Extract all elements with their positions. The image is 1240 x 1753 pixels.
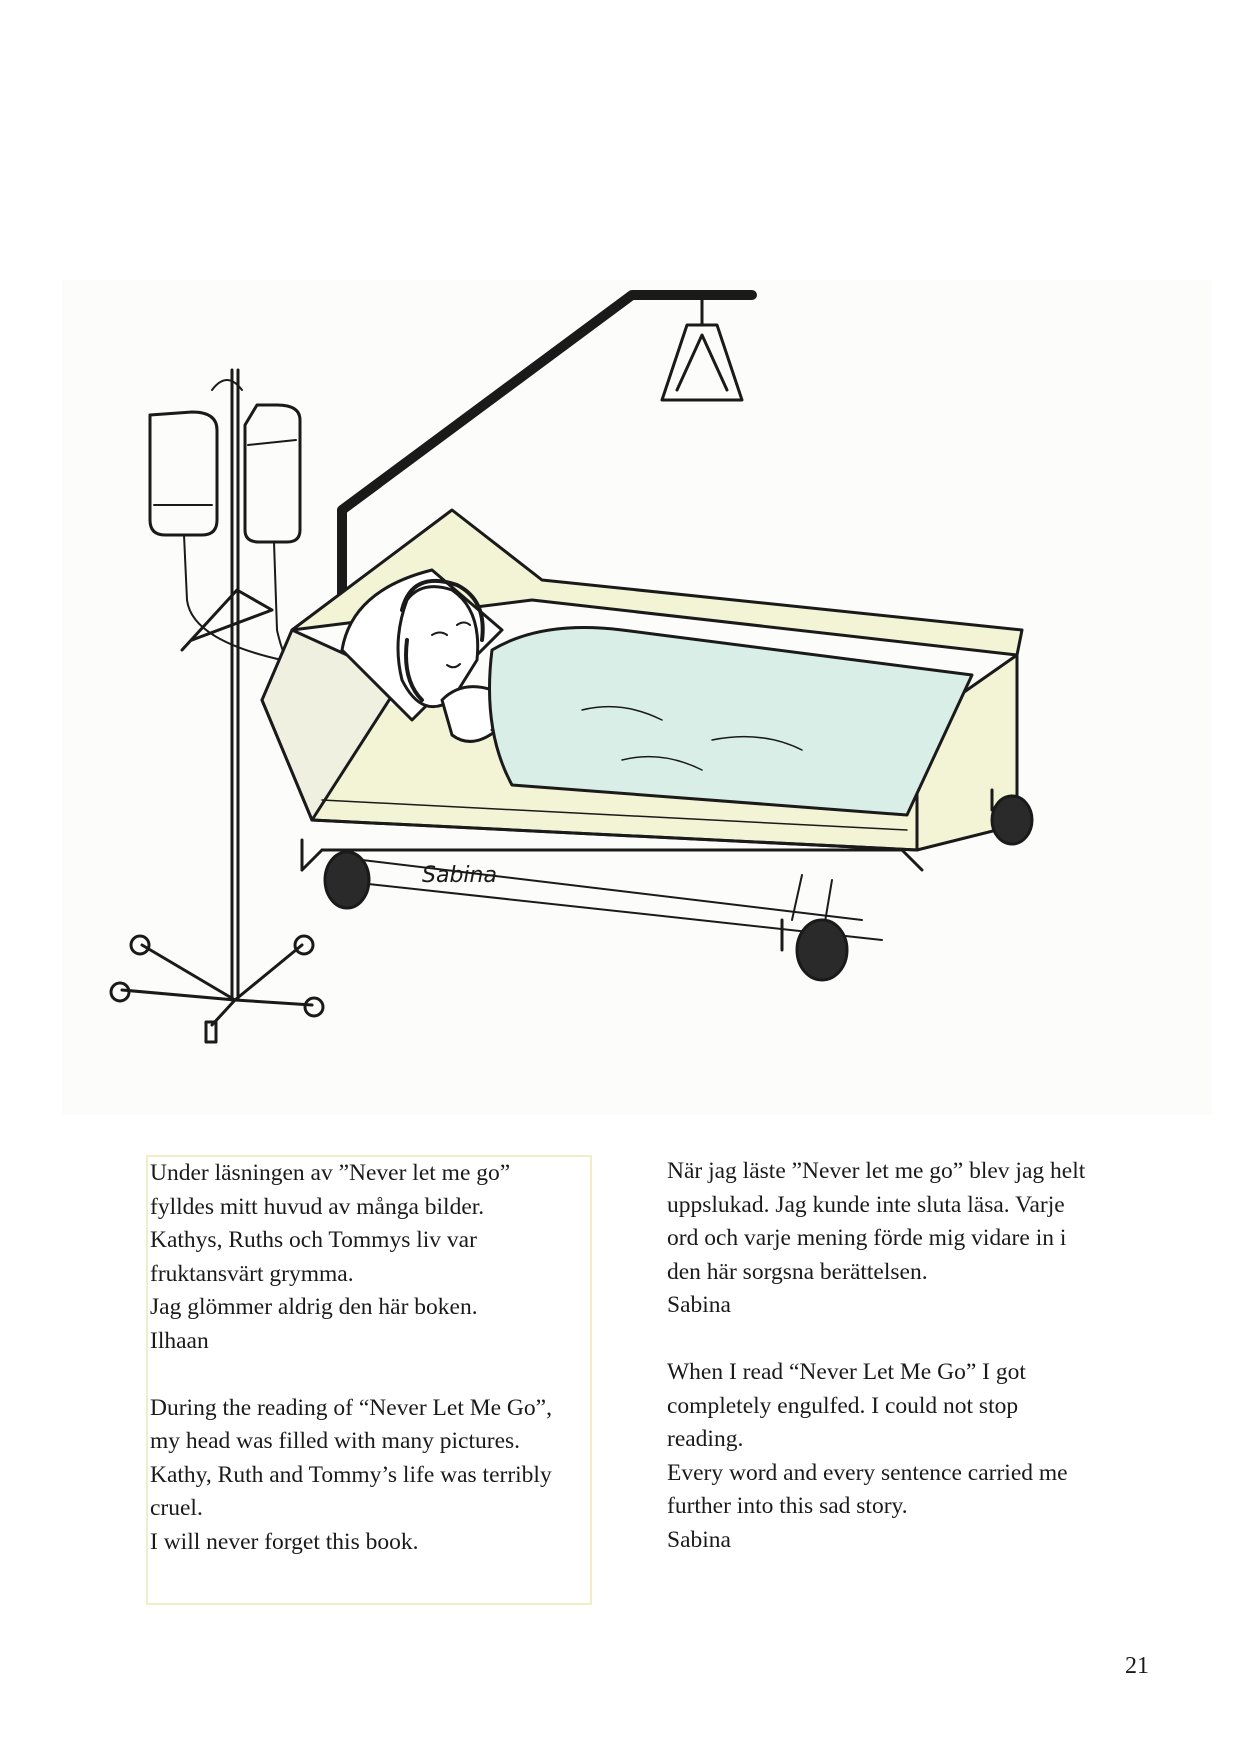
right-text-column <box>667 1155 1137 1557</box>
hospital-bed-illustration <box>62 280 1212 1115</box>
right-english-paragraph: When I read “Never Let Me Go” I got completely engulfed. I could not stop reading. Every word and every sentence carried me further into this sad story. Sabina <box>667 1359 1068 1553</box>
artist-signature: Sabina <box>422 863 497 888</box>
blanket <box>490 628 973 816</box>
right-swedish-paragraph: När jag läste ”Never let me go” blev jag helt uppslukad. Jag kunde inte sluta läsa. Varje ord och varje mening förde mig vidare in i den här sorgsna berättelsen. Sabina <box>667 1158 1086 1318</box>
left-swedish-paragraph: Under läsningen av ”Never let me go” fylldes mitt huvud av många bilder. Kathys, Ruths och Tommys liv var fruktansvärt grymma. Jag glömmer aldrig den här boken. Ilhaan <box>150 1160 511 1354</box>
left-english-paragraph: During the reading of “Never Let Me Go”, my head was filled with many pictures. Kathy, Ruth and Tommy’s life was terribly cruel. I will never forget this book. <box>150 1394 552 1555</box>
page-number: 21 <box>1125 1653 1149 1679</box>
left-text-column <box>146 1155 592 1605</box>
